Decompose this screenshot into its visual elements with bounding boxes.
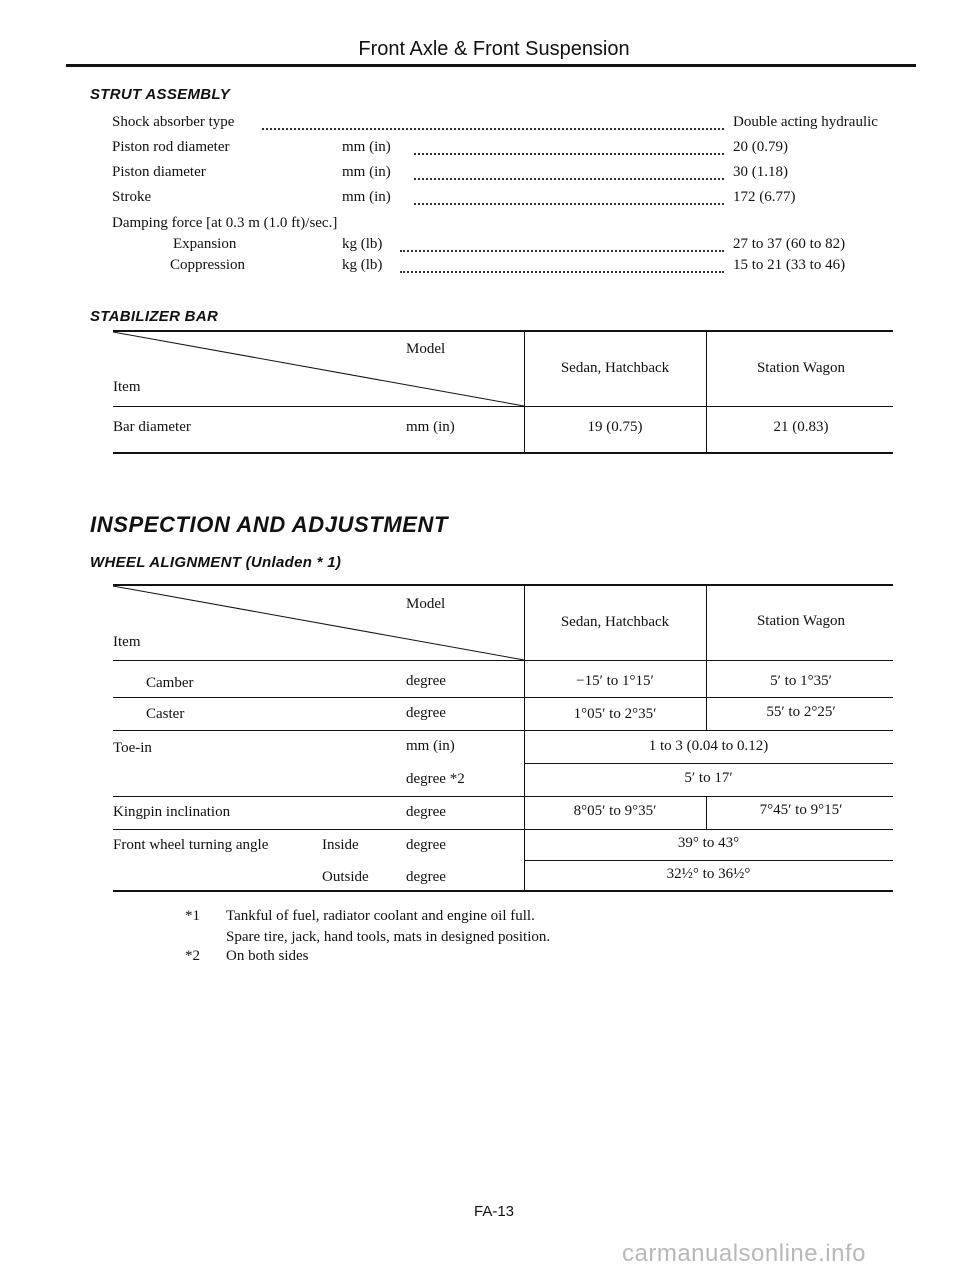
table-rule: [524, 860, 893, 861]
inside-value: 39° to 43°: [677, 835, 740, 851]
page-header: Front Axle & Front Suspension: [358, 38, 630, 60]
table-rule: [113, 796, 893, 797]
table-rule: [113, 730, 893, 731]
alignment-title: WHEEL ALIGNMENT (Unladen * 1): [90, 554, 342, 571]
toein-label: Toe-in: [113, 740, 152, 756]
camber-unit: degree: [406, 673, 446, 689]
bar-diameter-wagon: 21 (0.83): [773, 419, 829, 435]
toein-degree-value: 5′ to 17′: [684, 770, 733, 786]
shock-value: Double acting hydraulic: [733, 114, 878, 130]
table-rule: [113, 890, 893, 892]
watermark: carmanualsonline.info: [622, 1240, 866, 1267]
footnote-2-mark: *2: [185, 948, 200, 964]
footnote-1-line2: Spare tire, jack, hand tools, mats in designed position.: [226, 929, 551, 945]
kingpin-wagon: 7°45′ to 9°15′: [759, 802, 843, 818]
leader-dots: [400, 240, 724, 252]
kingpin-unit: degree: [406, 804, 446, 820]
toein-unit-mm: mm (in): [406, 738, 455, 754]
caster-sedan: 1°05′ to 2°35′: [573, 706, 657, 722]
expansion-unit: kg (lb): [342, 236, 383, 252]
header-rule: [66, 64, 916, 67]
bar-diameter-unit: mm (in): [406, 419, 455, 435]
table-rule: [113, 829, 893, 830]
piston-label: Piston diameter: [112, 164, 206, 180]
outside-value: 32½° to 36½°: [666, 866, 751, 882]
expansion-value: 27 to 37 (60 to 82): [733, 236, 846, 252]
damping-label: Damping force [at 0.3 m (1.0 ft)/sec.]: [112, 215, 338, 231]
shock-label: Shock absorber type: [112, 114, 235, 130]
stroke-unit: mm (in): [342, 189, 391, 205]
inspection-title: INSPECTION AND ADJUSTMENT: [90, 512, 449, 537]
bar-diameter-label: Bar diameter: [113, 419, 191, 435]
footnote-2-text: On both sides: [226, 948, 309, 964]
toein-mm-value: 1 to 3 (0.04 to 0.12): [648, 738, 769, 754]
stabilizer-title: STABILIZER BAR: [90, 308, 219, 325]
kingpin-sedan: 8°05′ to 9°35′: [573, 803, 657, 819]
camber-wagon: 5′ to 1°35′: [770, 673, 832, 689]
stab-col-sedan: Sedan, Hatchback: [560, 360, 670, 376]
piston-unit: mm (in): [342, 164, 391, 180]
table-rule: [524, 763, 893, 764]
page-number: FA-13: [473, 1203, 515, 1220]
rod-value: 20 (0.79): [733, 139, 788, 155]
inside-label: Inside: [322, 837, 359, 853]
turning-angle-label: Front wheel turning angle: [113, 837, 269, 853]
footnote-1-line1: Tankful of fuel, radiator coolant and engine oil full.: [226, 908, 535, 924]
strut-title: STRUT ASSEMBLY: [90, 86, 231, 103]
table-rule: [113, 452, 893, 454]
outside-unit: degree: [406, 869, 446, 885]
align-head-model: Model: [406, 596, 446, 612]
stroke-value: 172 (6.77): [733, 189, 796, 205]
align-head-item: Item: [113, 634, 141, 650]
stab-head-item: Item: [113, 379, 141, 395]
compression-label: Coppression: [170, 257, 245, 273]
diagonal-header-line: [113, 584, 525, 662]
rod-unit: mm (in): [342, 139, 391, 155]
leader-dots: [414, 193, 724, 205]
camber-label: Camber: [146, 675, 194, 691]
inside-unit: degree: [406, 837, 446, 853]
caster-wagon: 55′ to 2°25′: [766, 704, 836, 720]
rod-label: Piston rod diameter: [112, 139, 230, 155]
piston-value: 30 (1.18): [733, 164, 788, 180]
caster-label: Caster: [146, 706, 185, 722]
leader-dots: [400, 261, 724, 273]
expansion-label: Expansion: [173, 236, 237, 252]
compression-unit: kg (lb): [342, 257, 383, 273]
align-col-sedan: Sedan, Hatchback: [560, 614, 670, 630]
table-rule: [113, 697, 893, 698]
align-col-wagon: Station Wagon: [756, 613, 846, 629]
camber-sedan: −15′ to 1°15′: [576, 673, 654, 689]
stab-col-wagon: Station Wagon: [756, 360, 846, 376]
stab-head-model: Model: [406, 341, 446, 357]
leader-dots: [262, 118, 724, 130]
footnote-1-mark: *1: [185, 908, 200, 924]
bar-diameter-sedan: 19 (0.75): [587, 419, 643, 435]
leader-dots: [414, 143, 724, 155]
toein-unit-degree: degree *2: [406, 771, 465, 787]
stroke-label: Stroke: [112, 189, 152, 205]
compression-value: 15 to 21 (33 to 46): [733, 257, 846, 273]
leader-dots: [414, 168, 724, 180]
diagonal-header-line: [113, 330, 525, 408]
caster-unit: degree: [406, 705, 446, 721]
kingpin-label: Kingpin inclination: [113, 804, 231, 820]
outside-label: Outside: [322, 869, 369, 885]
